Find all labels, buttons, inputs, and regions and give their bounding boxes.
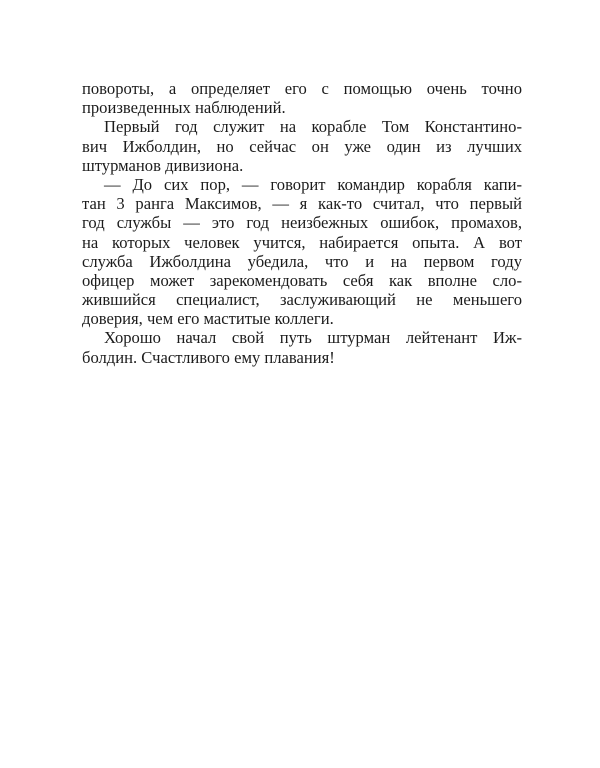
- text-line: штурманов дивизиона.: [82, 155, 244, 175]
- text-line: на которых человек учится, набирается опыта. А вот: [82, 232, 522, 252]
- text-line: служба Ижболдина убедила, что и на первом году: [82, 251, 522, 271]
- text-line: — До сих пор, — говорит командир корабля капи-: [104, 174, 522, 194]
- text-line: тан 3 ранга Максимов, — я как-то считал, что первый: [82, 194, 522, 214]
- text-line: год службы — это год неизбежных ошибок, промахов,: [82, 213, 522, 233]
- text-line: доверия, чем его маститые коллеги.: [82, 309, 334, 329]
- text-line: Хорошо начал свой путь штурман лейтенант Иж-: [104, 328, 522, 348]
- text-line: повороты, а определяет его с помощью очень точно: [82, 79, 522, 98]
- page-text: [82, 79, 522, 367]
- text-line: Первый год служит на корабле Том Константино-: [104, 117, 522, 137]
- paragraph-4: [82, 328, 522, 366]
- text-line: болдин. Счастливого ему плавания!: [82, 347, 335, 367]
- text-line: произведенных наблюдений.: [82, 98, 286, 118]
- paragraph-3: [82, 175, 522, 329]
- paragraph-2: [82, 117, 522, 175]
- text-line: офицер может зарекомендовать себя как вполне сло-: [82, 270, 522, 290]
- paragraph-1: [82, 79, 522, 117]
- text-line: вич Ижболдин, но сейчас он уже один из лучших: [82, 136, 522, 156]
- text-line: жившийся специалист, заслуживающий не меньшего: [82, 290, 522, 310]
